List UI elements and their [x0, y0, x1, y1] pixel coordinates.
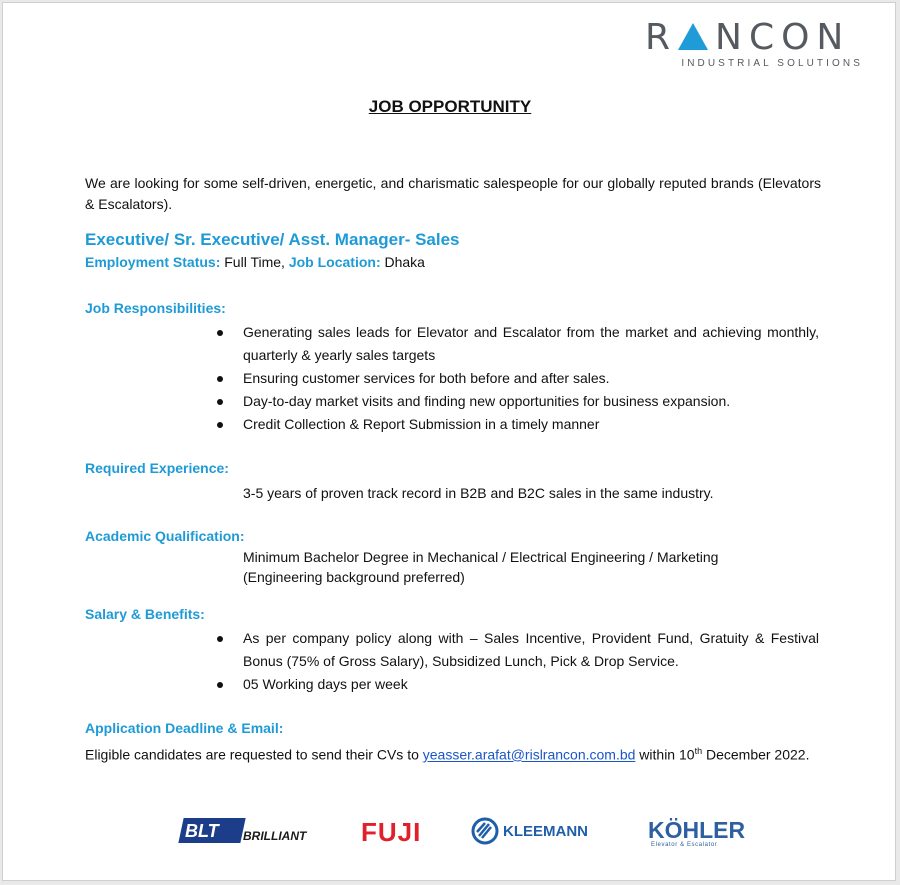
employment-status-value: Full Time, [220, 254, 285, 270]
kleemann-logo-text: KLEEMANN [503, 823, 588, 840]
job-location-label: Job Location: [288, 254, 381, 270]
academic-heading: Academic Qualification: [85, 528, 245, 544]
academic-line-2: (Engineering background preferred) [243, 569, 465, 585]
fuji-logo: FUJI [361, 817, 422, 847]
list-item-text: Generating sales leads for Elevator and Escalator from the market and achieving monthly, quarterly & yearly sales targets [243, 324, 819, 363]
application-paragraph [85, 741, 821, 766]
application-heading: Application Deadline & Email: [85, 720, 284, 736]
employment-status-label: Employment Status: [85, 254, 221, 270]
ordinal-suffix: th [694, 746, 703, 756]
employment-line [85, 252, 685, 273]
logo-letter-r: R [645, 17, 678, 58]
experience-text: 3-5 years of proven track record in B2B and B2C sales in the same industry. [243, 485, 714, 501]
page-title: JOB OPPORTUNITY [368, 97, 532, 116]
list-item-text: Ensuring customer services for both before and after sales. [243, 370, 610, 386]
list-item-text: 05 Working days per week [243, 676, 408, 692]
salary-heading: Salary & Benefits: [85, 606, 205, 622]
bullet-icon [217, 636, 223, 642]
bullet-icon [217, 376, 223, 382]
experience-heading: Required Experience: [85, 460, 229, 476]
list-item [243, 390, 819, 413]
bullet-icon [217, 682, 223, 688]
list-item-text: Day-to-day market visits and finding new opportunities for business expansion. [243, 393, 731, 409]
logo-subtitle: INDUSTRIAL SOLUTIONS [681, 58, 863, 69]
email-link[interactable]: yeasser.arafat@rislrancon.com.bd [422, 746, 636, 763]
bullet-icon [217, 422, 223, 428]
responsibilities-list [243, 321, 819, 436]
blt-logo-text: BLT [185, 821, 219, 841]
brilliant-logo-text: BRILLIANT [243, 829, 307, 843]
job-post-document [2, 2, 896, 881]
application-text-after: December 2022. [702, 746, 810, 763]
list-item [243, 367, 819, 390]
application-text-mid: within 10 [635, 746, 695, 763]
role-title: Executive/ Sr. Executive/ Asst. Manager- Sales [85, 230, 460, 249]
kleemann-swirl-icon [471, 817, 499, 845]
logo-triangle-icon [678, 23, 708, 50]
salary-list [243, 627, 819, 696]
kohler-logo-subtitle: Elevator & Escalator [651, 842, 718, 848]
logo-letters-ncon: NCON [715, 17, 851, 58]
list-item-text: As per company policy along with – Sales Incentive, Provident Fund, Gratuity & Festival Bonus (75% of Gross Salary), Subsidized Lunch, Pick & Drop Service. [243, 630, 819, 669]
responsibilities-heading: Job Responsibilities: [85, 300, 226, 316]
list-item [243, 673, 819, 696]
list-item [243, 413, 819, 436]
job-location-value: Dhaka [380, 254, 425, 270]
bullet-icon [217, 399, 223, 405]
list-item [243, 321, 819, 367]
rancon-logo [645, 17, 865, 58]
kohler-logo: KÖHLER [648, 817, 746, 843]
intro-paragraph: We are looking for some self-driven, energetic, and charismatic salespeople for our globally reputed brands (Elevators & Escalators). [85, 175, 821, 212]
application-text-before: Eligible candidates are requested to send their CVs to [85, 746, 423, 763]
bullet-icon [217, 330, 223, 336]
list-item [243, 627, 819, 673]
list-item-text: Credit Collection & Report Submission in a timely manner [243, 416, 600, 432]
academic-line-1: Minimum Bachelor Degree in Mechanical / Electrical Engineering / Marketing [243, 549, 719, 565]
